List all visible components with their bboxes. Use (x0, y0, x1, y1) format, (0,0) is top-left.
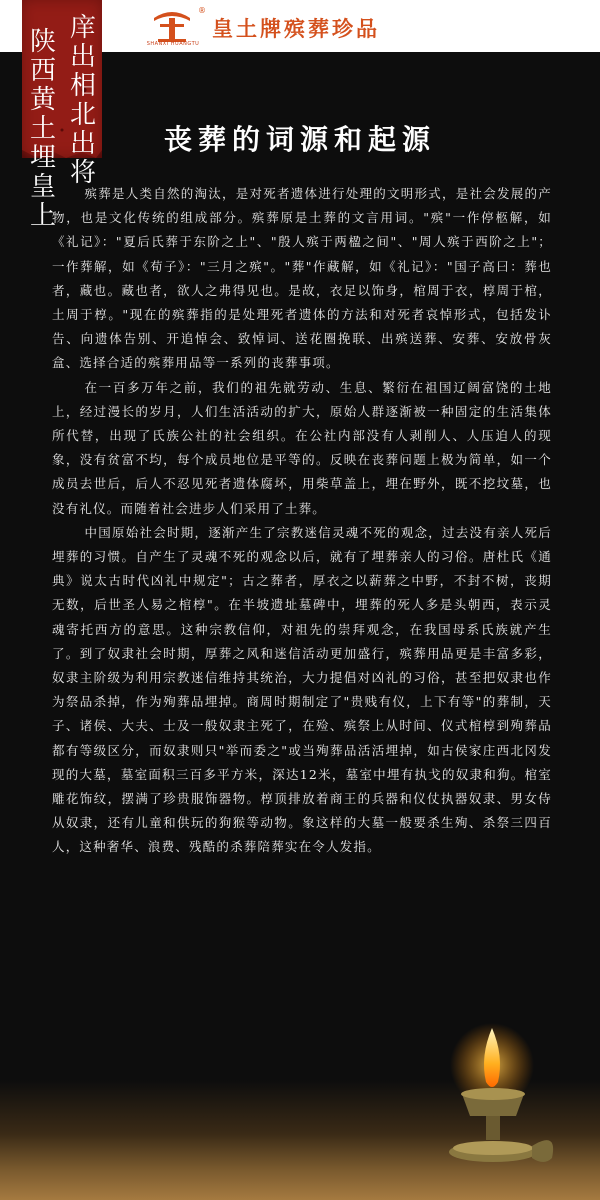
brand-logo-icon (148, 8, 196, 44)
registered-mark: ® (198, 6, 206, 15)
seal-text-left: 陕西黄土埋皇上 (29, 27, 56, 231)
paragraph: 中国原始社会时期，逐渐产生了宗教迷信灵魂不死的观念，过去没有亲人死后埋葬的习惯。自产生了灵魂不死的观念以后，就有了埋葬亲人的习俗。唐杜氏《通典》说太古时代凶礼中规定"；古之葬者，厚衣之以薪葬之中野，不封不树，丧期无数，后世圣人易之棺椁"。在半坡遗址墓碑中，埋葬的死人多是头朝西，表示灵魂寄托西方的意思。这种宗教信仰，对祖先的崇拜观念，在我国母系氏族就产生了。到了奴隶社会时期，厚葬之风和迷信活动更加盛行，殡葬用品更是丰富多彩，奴隶主阶级为利用宗教迷信维持其统治，大力提倡对凶礼的习俗，甚至把奴隶也作为祭品杀掉，作为殉葬品埋掉。商周时期制定了"贵贱有仪，上下有等"的葬制，天子、诸侯、大夫、士及一般奴隶主死了，在殓、殡祭上从时间、仪式棺椁到殉葬品都有等级区分，而奴隶则只"举而委之"或当殉葬品活活埋掉，如古侯家庄西北冈发现的大墓，墓室面积三百多平方米，深达12米，墓室中埋有执戈的奴隶和狗。棺室雕花饰纹，摆满了珍贵服饰器物。椁顶排放着商王的兵器和仪仗执器奴隶、男女侍从奴隶，还有儿童和供玩的狗猴等动物。象这样的大墓一般要杀生殉、杀祭三四百人，这种奢华、浪费、残酷的杀葬陪葬实在令人发指。 (52, 524, 552, 855)
logo-subtitle: SHANXI HUANGTU (146, 41, 200, 47)
seal-text-right: 庠出相北出将 (69, 13, 96, 188)
paragraph: 在一百多万年之前，我们的祖先就劳动、生息、繁衍在祖国辽阔富饶的土地上，经过漫长的岁月，人们生活活动的扩大，原始人群逐渐被一种固定的生活集体所代替，出现了氏族公社的社会组织。在公社内部没有人剥削人、人压迫人的现象，没有贫富不均，每个成员地位是平等的。反映在丧葬问题上极为简单，如一个成员去世后，后人不忍见死者遗体腐坏，用柴草盖上，埋在野外，既不挖坟墓，也没有礼仪。而随着社会进步人们采用了土葬。 (52, 379, 552, 516)
article-body (52, 182, 552, 860)
oil-lamp-icon (440, 1020, 580, 1180)
paragraph: 殡葬是人类自然的淘汰，是对死者遗体进行处理的文明形式，是社会发展的产物，也是文化传统的组成部分。殡葬原是土葬的文言用词。"殡"一作停柩解，如《礼记》："夏后氏葬于东阶之上"、"殷人殡于两楹之间"、"周人殡于西阶之上"；一作葬解，如《荀子》："三月之殡"。"葬"作藏解，如《礼记》："国子高曰：葬也者，藏也。藏也者，欲人之弗得见也。是故，衣足以饰身，棺周于衣，椁周于棺，土周于椁。"现在的殡葬指的是处理死者遗体的方法和对死者哀悼形式，包括发讣告、向遗体告别、开追悼会、致悼词、送花圈挽联、出殡送葬、安葬、安放骨灰盒、选择合适的殡葬用品等一系列的丧葬事项。 (52, 186, 552, 371)
brand-title: 皇土牌殡葬珍品 (212, 16, 380, 41)
page-title: 丧葬的词源和起源 (163, 123, 436, 156)
